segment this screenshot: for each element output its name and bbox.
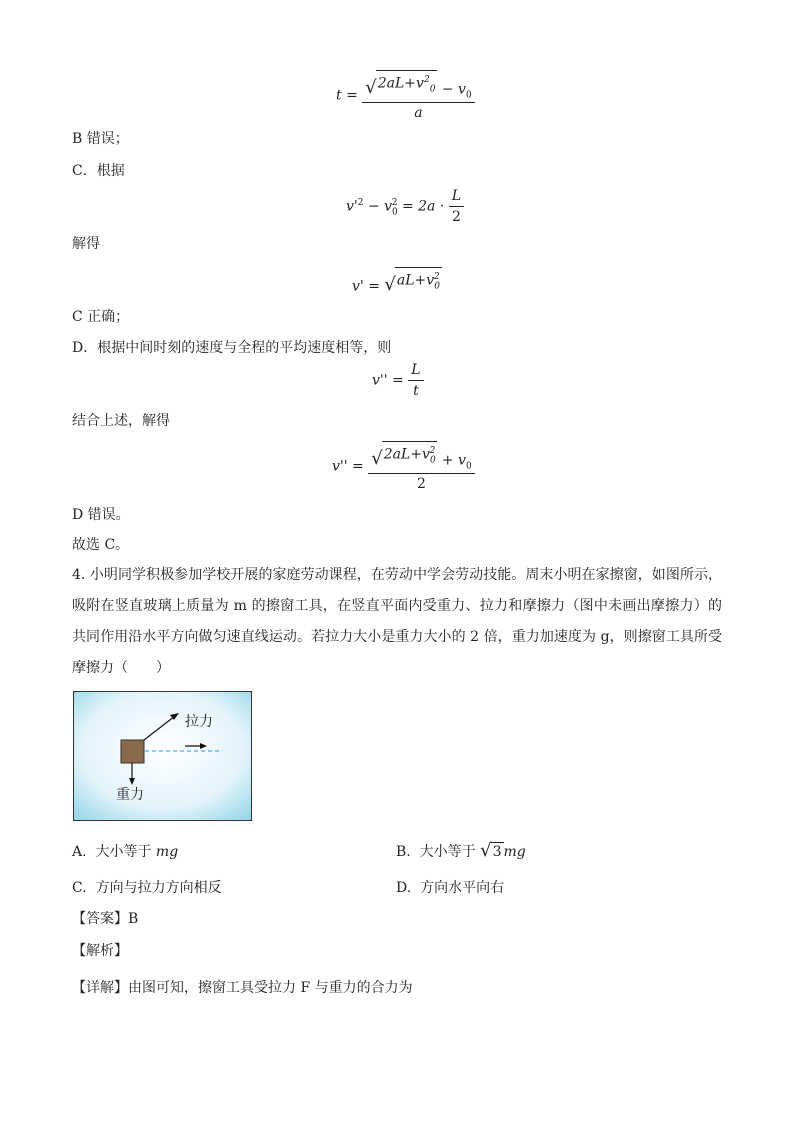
analysis-line: 【解析】 <box>72 943 128 959</box>
question-text: 4. 小明同学积极参加学校开展的家庭劳动课程，在劳动中学会劳动技能。周末小明在家擦窗，如图所示，吸附在竖直玻璃上质量为 m 的擦窗工具，在竖直平面内受重力、拉力和摩擦力（图中未画出摩擦力）的共同作用沿水平方向做匀速直线运动。若拉力大小是重力大小的 2 倍，重力加速度为 g，则擦窗工具所受摩擦力（ ） <box>72 567 722 676</box>
figure-svg <box>73 691 252 821</box>
text-c-right: C 正确； <box>72 309 130 325</box>
text-combine: 结合上述，解得 <box>72 413 170 429</box>
formula-d: v'' = $\frac{L}{t}$ <box>372 362 424 399</box>
text-d-wrong: D 错误。 <box>72 507 130 523</box>
formula-d2: v'' = √ $2aL+v_0^2$ + $v_0$ 2 <box>332 441 475 492</box>
detail-line: 【详解】由图可知，擦窗工具受拉力 F 与重力的合力为 <box>72 980 413 996</box>
text-c-basis: C．根据 <box>72 163 125 179</box>
text-b-wrong: B 错误； <box>72 131 129 147</box>
formula-denominator: a <box>414 105 423 122</box>
answer-line: 【答案】B <box>72 911 139 927</box>
glass-panel <box>74 692 252 821</box>
formula-time <box>336 70 475 121</box>
text-d-basis: D．根据中间时刻的速度与全程的平均速度相等，则 <box>72 340 392 356</box>
cleaning-tool-block <box>121 740 144 763</box>
figure-window-tool <box>73 691 252 821</box>
pull-label: 拉力 <box>185 714 213 730</box>
option-c[interactable]: C. 方向与拉力方向相反 <box>72 880 222 896</box>
formula-c: $v'^2 - v_0^2 = 2a$ · $\frac{L}{2}$ <box>346 188 464 225</box>
formula-c2: v' = √ $aL+v_0^2$ <box>352 267 442 294</box>
text-solve: 解得 <box>72 236 100 252</box>
option-a[interactable]: A. 大小等于 mg <box>72 844 179 860</box>
formula-fraction <box>362 70 474 121</box>
option-d[interactable]: D. 方向水平向右 <box>396 880 505 896</box>
option-b[interactable]: B. 大小等于 √ 3 mg <box>396 840 526 861</box>
sqrt-symbol: √ $2aL+v^2_0$ <box>365 70 437 97</box>
formula-lhs: t = <box>336 87 358 104</box>
formula-numerator: √ $2aL+v^2_0$ − $v_0$ <box>362 70 474 102</box>
gravity-label: 重力 <box>116 787 144 803</box>
text-choose: 故选 C。 <box>72 537 130 553</box>
